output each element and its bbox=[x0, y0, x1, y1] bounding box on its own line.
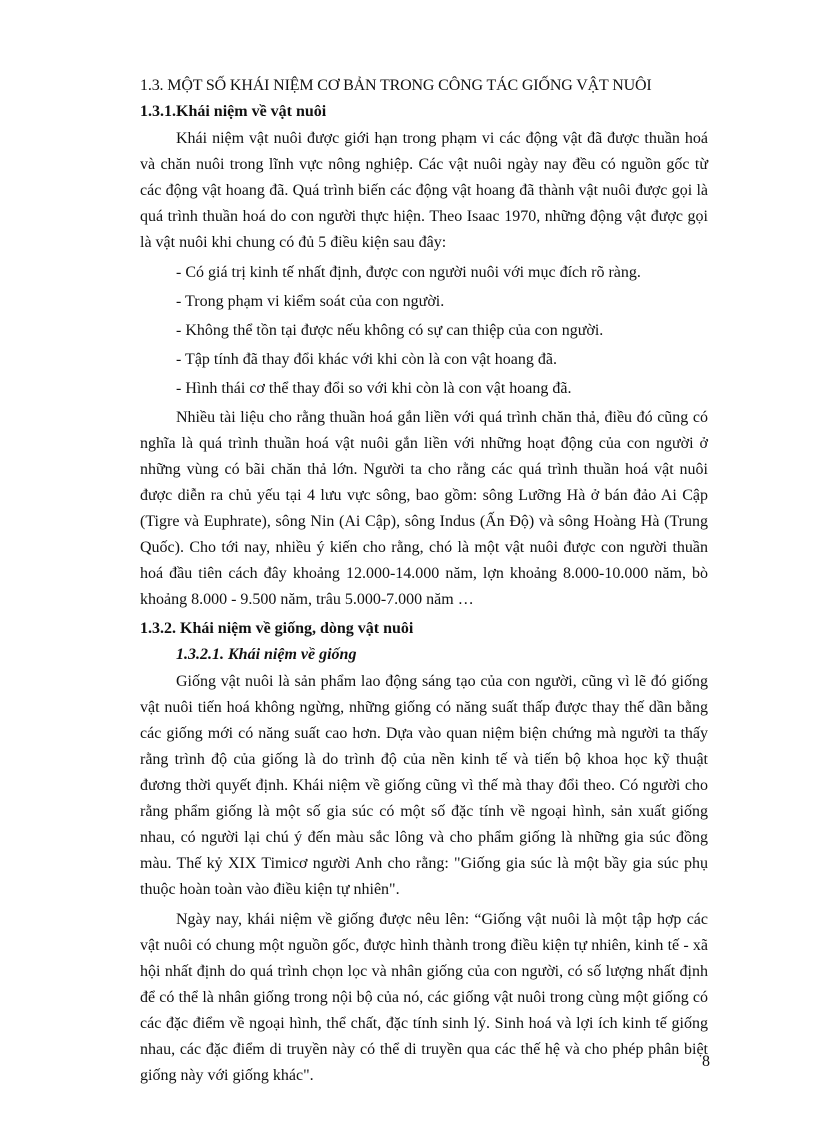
condition-item-5: - Hình thái cơ thể thay đổi so với khi còn là con vật hoang đã. bbox=[176, 380, 572, 397]
section-title: 1.3. MỘT SỐ KHÁI NIỆM CƠ BẢN TRONG CÔNG TÁC GIỐNG VẬT NUÔI bbox=[140, 77, 652, 94]
heading-breed-line-concept: 1.3.2. Khái niệm về giống, dòng vật nuôi bbox=[140, 620, 414, 637]
subheading-breed-concept: 1.3.2.1. Khái niệm về giống bbox=[176, 646, 357, 663]
condition-item-3: - Không thể tồn tại được nếu không có sự can thiệp của con người. bbox=[176, 322, 604, 339]
paragraph-breed-definition: Ngày nay, khái niệm về giống được nêu lên: “Giống vật nuôi là một tập hợp các vật nuôi có chung một nguồn gốc, được hình thành trong điều kiện tự nhiên, kinh tế - xã hội nhất định do quá trình chọn lọc và nhân giống của con người, có số lượng nhất định để có thể là nhân giống trong nội bộ của nó, các giống vật nuôi trong cùng một giống có các đặc điểm về ngoại hình, thể chất, đặc tính sinh lý. Sinh hoá và lợi ích kinh tế giống nhau, các đặc điểm di truyền này có thể di truyền qua các thế hệ và cho phép phân biệt giống này với giống khác". bbox=[140, 911, 708, 1084]
condition-item-1: - Có giá trị kinh tế nhất định, được con người nuôi với mục đích rõ ràng. bbox=[176, 264, 641, 281]
page-number: 8 bbox=[702, 1053, 710, 1070]
condition-item-4: - Tập tính đã thay đổi khác với khi còn là con vật hoang đã. bbox=[176, 351, 557, 368]
heading-livestock-concept: 1.3.1.Khái niệm về vật nuôi bbox=[140, 103, 327, 120]
paragraph-livestock-intro: Khái niệm vật nuôi được giới hạn trong phạm vi các động vật đã được thuần hoá và chăn nuôi trong lĩnh vực nông nghiệp. Các vật nuôi ngày nay đều có nguồn gốc từ các động vật hoang đã. Quá trình biến các động vật hoang đã thành vật nuôi được gọi là quá trình thuần hoá do con người thực hiện. Theo Isaac 1970, những động vật được gọi là vật nuôi khi chung có đủ 5 điều kiện sau đây: bbox=[140, 130, 708, 251]
paragraph-domestication-history: Nhiều tài liệu cho rằng thuần hoá gắn liền với quá trình chăn thả, điều đó cũng có nghĩa là quá trình thuần hoá vật nuôi gắn liền với những hoạt động của con người ở những vùng có bãi chăn thả lớn. Người ta cho rằng các quá trình thuần hoá vật nuôi được diễn ra chủ yếu tại 4 lưu vực sông, bao gồm: sông Lưỡng Hà ở bán đảo Ai Cập (Tigre và Euphrate), sông Nin (Ai Cập), sông Indus (Ấn Độ) và sông Hoàng Hà (Trung Quốc). Cho tới nay, nhiều ý kiến cho rằng, chó là một vật nuôi được con người thuần hoá đầu tiên cách đây khoảng 12.000-14.000 năm, lợn khoảng 8.000-10.000 năm, bò khoảng 8.000 - 9.500 năm, trâu 5.000-7.000 năm … bbox=[140, 409, 708, 608]
document-page bbox=[140, 74, 708, 1089]
condition-item-2: - Trong phạm vi kiểm soát của con người. bbox=[176, 293, 445, 310]
paragraph-breed-evolution: Giống vật nuôi là sản phẩm lao động sáng tạo của con người, cũng vì lẽ đó giống vật nuôi tiến hoá không ngừng, những giống có năng suất thấp được thay thế dần bằng các giống mới có năng suất cao hơn. Dựa vào quan niệm biện chứng mà người ta thấy rằng trình độ của giống là do trình độ của nền kinh tế và tiến bộ khoa học kỹ thuật đương thời quyết định. Khái niệm về giống cũng vì thế mà thay đổi theo. Có người cho rằng phẩm giống là một số gia súc có một số đặc tính về ngoại hình, sản xuất giống nhau, có người lại chú ý đến màu sắc lông và cho phẩm giống là những gia súc đồng màu. Thế kỷ XIX Timicơ người Anh cho rằng: "Giống gia súc là một bầy gia súc phụ thuộc hoàn toàn vào điều kiện tự nhiên". bbox=[140, 673, 708, 898]
